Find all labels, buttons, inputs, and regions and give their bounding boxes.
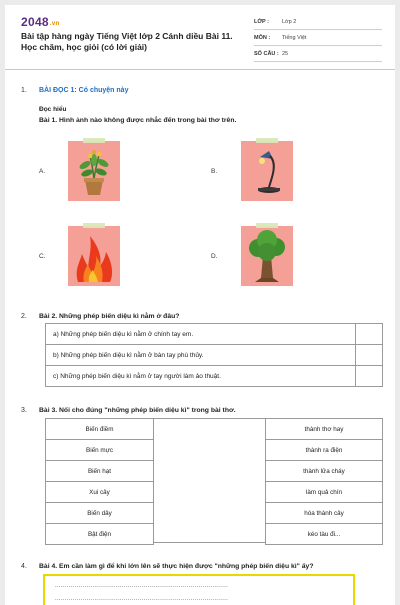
- tape-decoration: [256, 138, 278, 143]
- option-c-image[interactable]: [68, 226, 120, 286]
- meta-row-count: [254, 46, 382, 62]
- match-item[interactable]: thành thơ hay: [266, 419, 383, 440]
- answer-checkbox[interactable]: [356, 366, 383, 387]
- match-item[interactable]: Biến hạt: [46, 461, 154, 482]
- page-title: Bài tập hàng ngày Tiếng Việt lớp 2 Cánh diều Bài 11. Học chăm, học giỏi (có lời giải): [21, 31, 233, 52]
- match-left-column: [45, 418, 154, 545]
- answer-option: c) Những phép biến diệu kì nằm ở tay người làm ảo thuật.: [46, 366, 356, 387]
- meta-value: 25: [282, 50, 289, 57]
- answer-checkbox[interactable]: [356, 324, 383, 345]
- option-letter: B.: [211, 168, 218, 175]
- match-right-column: [265, 418, 383, 545]
- match-item[interactable]: kéo tàu đi...: [266, 524, 383, 545]
- answer-dotted-line: ........................................................................................: [55, 596, 229, 602]
- match-item[interactable]: thành lửa cháy: [266, 461, 383, 482]
- potted-plant-icon: [68, 141, 120, 201]
- answer-input-box[interactable]: [43, 574, 355, 605]
- question-text: Bài 2. Những phép biến diệu kì nằm ở đâu?: [39, 313, 180, 320]
- answer-option: a) Những phép biến diệu kì nằm ở chính tay em.: [46, 324, 356, 345]
- logo[interactable]: [21, 15, 59, 29]
- question-number: 4.: [21, 563, 27, 570]
- logo-suffix: .vn: [49, 21, 60, 27]
- question-text: Bài 1. Hình ảnh nào không được nhắc đến trong bài thơ trên.: [39, 117, 237, 124]
- match-item[interactable]: Bật điện: [46, 524, 154, 545]
- meta-value: Tiếng Việt: [282, 34, 307, 41]
- answer-option: b) Những phép biến diệu kì nằm ở bàn tay phù thủy.: [46, 345, 356, 366]
- question-text: Bài 3. Nối cho đúng "những phép biến diệu kì" trong bài thơ.: [39, 407, 236, 414]
- answer-table: [45, 323, 383, 387]
- match-item[interactable]: Xui cây: [46, 482, 154, 503]
- match-item[interactable]: Biến dây: [46, 503, 154, 524]
- meta-value: Lớp 2: [282, 18, 297, 25]
- document-page: [5, 5, 395, 605]
- subsection-title: Đọc hiểu: [39, 106, 67, 113]
- question-number: 3.: [21, 407, 27, 414]
- table-row: [46, 324, 383, 345]
- header: [5, 5, 395, 67]
- question-number: 2.: [21, 313, 27, 320]
- option-letter: C.: [39, 253, 46, 260]
- match-item[interactable]: Biến điềm: [46, 419, 154, 440]
- option-d-image[interactable]: [241, 226, 293, 286]
- meta-info: [254, 14, 382, 62]
- desk-lamp-icon: [241, 141, 293, 201]
- meta-row-subject: [254, 30, 382, 46]
- meta-key: MÔN :: [254, 34, 271, 41]
- match-connection-area[interactable]: [154, 418, 265, 543]
- tree-icon: [241, 226, 293, 286]
- meta-row-class: [254, 14, 382, 30]
- tape-decoration: [83, 138, 105, 143]
- tape-decoration: [256, 223, 278, 228]
- table-row: [46, 345, 383, 366]
- answer-dotted-line: ........................................................................................: [55, 583, 229, 589]
- match-item[interactable]: thành ra điện: [266, 440, 383, 461]
- match-item[interactable]: Biến mực: [46, 440, 154, 461]
- section-title: BÀI ĐỌC 1: Có chuyện này: [39, 87, 129, 94]
- question-text: Bài 4. Em cần làm gì để khi lớn lên sẽ thực hiện được "những phép biến diệu kì" ấy?: [39, 563, 314, 570]
- fire-icon: [68, 226, 120, 286]
- option-a-image[interactable]: [68, 141, 120, 201]
- answer-checkbox[interactable]: [356, 345, 383, 366]
- question-number: 1.: [21, 87, 27, 94]
- table-row: [46, 366, 383, 387]
- option-letter: A.: [39, 168, 46, 175]
- match-item[interactable]: hóa thành cây: [266, 503, 383, 524]
- meta-key: LỚP :: [254, 18, 269, 25]
- meta-key: SỐ CÂU :: [254, 50, 279, 57]
- option-letter: D.: [211, 253, 218, 260]
- logo-text: 2048: [21, 15, 49, 29]
- tape-decoration: [83, 223, 105, 228]
- header-divider: [5, 69, 395, 70]
- match-item[interactable]: làm quả chín: [266, 482, 383, 503]
- option-b-image[interactable]: [241, 141, 293, 201]
